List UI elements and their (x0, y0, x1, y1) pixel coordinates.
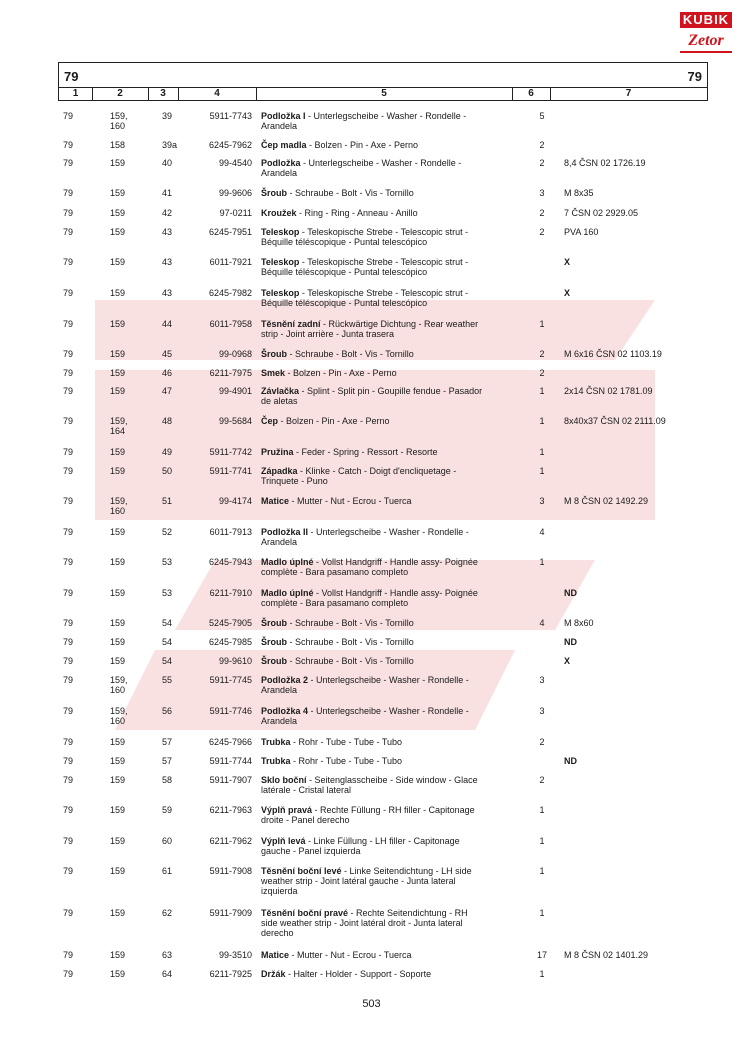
group-cell: 79 (63, 140, 74, 150)
note-cell: ND (564, 756, 577, 766)
quantity-cell: 1 (539, 908, 545, 918)
figure-cell: 159 (110, 656, 126, 666)
quantity-cell: 1 (539, 557, 545, 567)
part-name: Trubka (261, 737, 291, 747)
note-cell: 7 ČSN 02 2929.05 (564, 208, 639, 218)
part-translations: - Rohr - Tube - Tube - Tubo (290, 756, 403, 766)
figure-cell: 159 (110, 950, 126, 960)
group-cell: 79 (63, 349, 74, 359)
group-cell: 79 (63, 466, 74, 476)
group-cell: 79 (63, 158, 74, 168)
figure-cell: 159 (110, 908, 126, 918)
part-name: Těsnění zadní (261, 319, 321, 329)
figure-cell: 159, 164 (110, 416, 128, 436)
part-translations: - Splint - Split pin - Goupille fendue - Pasador de aletas (261, 386, 483, 406)
position-cell: 48 (162, 416, 173, 426)
part-name: Sklo boční (261, 775, 307, 785)
position-cell: 44 (162, 319, 173, 329)
note-cell: M 8x60 (564, 618, 594, 628)
position-cell: 54 (162, 618, 173, 628)
column-header-7: 7 (625, 88, 632, 99)
part-name: Závlačka (261, 386, 300, 396)
position-cell: 43 (162, 257, 173, 267)
part-name: Madlo úplné (261, 588, 314, 598)
note-cell: 8,4 ČSN 02 1726.19 (564, 158, 646, 168)
part-translations: - Bolzen - Pin - Axe - Perno (285, 368, 397, 378)
quantity-cell: 1 (539, 319, 545, 329)
part-name: Šroub (261, 188, 287, 198)
figure-cell: 159 (110, 737, 126, 747)
part-name: Šroub (261, 349, 287, 359)
description-cell (261, 737, 511, 747)
part-translations: - Schraube - Bolt - Vis - Tornillo (287, 188, 414, 198)
part-name: Těsnění boční pravé (261, 908, 349, 918)
part-translations: - Feder - Spring - Ressort - Resorte (293, 447, 438, 457)
part-translations: - Rechte Füllung - RH filler - Capitonage droite - Panel derecho (261, 805, 475, 825)
column-header-1: 1 (72, 88, 79, 99)
figure-cell: 159, 160 (110, 706, 128, 726)
description-cell (261, 637, 511, 647)
quantity-cell: 2 (539, 158, 545, 168)
part-number-cell: 5911-7907 (209, 775, 252, 785)
position-cell: 63 (162, 950, 173, 960)
group-cell: 79 (63, 527, 74, 537)
description-cell (261, 836, 511, 856)
part-number-cell: 6011-7921 (209, 257, 252, 267)
group-cell: 79 (63, 950, 74, 960)
part-number-cell: 5911-7909 (209, 908, 252, 918)
position-cell: 55 (162, 675, 173, 685)
quantity-cell: 1 (539, 416, 545, 426)
position-cell: 45 (162, 349, 173, 359)
figure-cell: 159 (110, 257, 126, 267)
description-cell (261, 618, 511, 628)
description-cell (261, 527, 511, 547)
quantity-cell: 3 (539, 188, 545, 198)
position-cell: 43 (162, 288, 173, 298)
figure-cell: 159 (110, 288, 126, 298)
description-cell (261, 805, 511, 825)
figure-cell: 159, 160 (110, 111, 128, 131)
position-cell: 43 (162, 227, 173, 237)
figure-cell: 159 (110, 368, 126, 378)
group-cell: 79 (63, 188, 74, 198)
position-cell: 41 (162, 188, 173, 198)
position-cell: 60 (162, 836, 173, 846)
part-number-cell: 6245-7962 (208, 140, 252, 150)
position-cell: 51 (162, 496, 173, 506)
position-cell: 59 (162, 805, 173, 815)
quantity-cell: 1 (539, 805, 545, 815)
quantity-cell: 4 (539, 527, 545, 537)
part-translations: - Schraube - Bolt - Vis - Tornillo (287, 656, 414, 666)
part-name: Teleskop (261, 288, 300, 298)
note-cell: ND (564, 637, 577, 647)
quantity-cell: 1 (539, 447, 545, 457)
part-translations: - Teleskopische Strebe - Telescopic strut - Béquille téléscopique - Puntal telescópico (261, 288, 469, 308)
description-cell (261, 319, 511, 339)
position-cell: 53 (162, 588, 173, 598)
figure-cell: 159 (110, 836, 126, 846)
part-translations: - Bolzen - Pin - Axe - Perno (306, 140, 419, 150)
figure-cell: 159 (110, 527, 126, 537)
part-translations: - Mutter - Nut - Ecrou - Tuerca (289, 496, 412, 506)
description-cell (261, 416, 511, 426)
part-translations: - Bolzen - Pin - Axe - Perno (278, 416, 390, 426)
part-translations: - Schraube - Bolt - Vis - Tornillo (287, 637, 414, 647)
quantity-cell: 1 (539, 866, 545, 876)
logo-sub: Zetor (688, 32, 724, 49)
part-number-cell: 99-4901 (218, 386, 252, 396)
group-cell: 79 (63, 588, 74, 598)
quantity-cell: 4 (539, 618, 545, 628)
group-cell: 79 (63, 368, 74, 378)
position-cell: 54 (162, 637, 173, 647)
description-cell (261, 756, 511, 766)
part-number-cell: 6211-7925 (209, 969, 252, 979)
part-translations: - Unterlegscheibe - Washer - Rondelle - Arandela (261, 527, 469, 547)
part-number-cell: 99-3510 (218, 950, 252, 960)
description-cell (261, 208, 511, 218)
group-cell: 79 (63, 706, 74, 716)
figure-cell: 159 (110, 386, 126, 396)
part-number-cell: 6245-7943 (208, 557, 252, 567)
part-translations: - Ring - Ring - Anneau - Anillo (296, 208, 418, 218)
part-number-cell: 97-0211 (219, 208, 252, 218)
group-cell: 79 (63, 618, 74, 628)
group-cell: 79 (63, 496, 74, 506)
part-name: Teleskop (261, 227, 300, 237)
quantity-cell: 2 (539, 208, 545, 218)
part-number-cell: 6245-7982 (208, 288, 252, 298)
group-cell: 79 (63, 208, 74, 218)
part-translations: - Linke Füllung - LH filler - Capitonage gauche - Panel izquierda (261, 836, 460, 856)
position-cell: 54 (162, 656, 173, 666)
description-cell (261, 188, 511, 198)
group-cell: 79 (63, 386, 74, 396)
position-cell: 49 (162, 447, 173, 457)
note-cell: X (564, 656, 571, 666)
group-cell: 79 (63, 908, 74, 918)
part-number-cell: 6245-7985 (208, 637, 252, 647)
part-number-cell: 6011-7958 (209, 319, 252, 329)
part-name: Šroub (261, 618, 287, 628)
part-name: Podložka 2 (261, 675, 309, 685)
note-cell: M 8 ČSN 02 1492.29 (564, 496, 649, 506)
figure-cell: 159, 160 (110, 496, 128, 516)
figure-cell: 159 (110, 588, 126, 598)
figure-cell: 159 (110, 349, 126, 359)
quantity-cell: 1 (539, 969, 545, 979)
part-number-cell: 5911-7742 (209, 447, 252, 457)
part-name: Podložka 4 (261, 706, 309, 716)
part-number-cell: 6011-7913 (209, 527, 252, 537)
part-name: Výplň pravá (261, 805, 313, 815)
logo-underline (680, 51, 732, 53)
position-cell: 57 (162, 756, 173, 766)
part-translations: - Seitenglasscheibe - Side window - Glace latérale - Cristal lateral (261, 775, 478, 795)
column-headers (59, 88, 707, 100)
group-cell: 79 (63, 637, 74, 647)
note-cell: M 6x16 ČSN 02 1103.19 (564, 349, 662, 359)
position-cell: 57 (162, 737, 173, 747)
group-cell: 79 (63, 227, 74, 237)
group-cell: 79 (63, 737, 74, 747)
part-name: Teleskop (261, 257, 300, 267)
description-cell (261, 496, 511, 506)
description-cell (261, 656, 511, 666)
column-header-3: 3 (160, 88, 166, 99)
part-number-cell: 5911-7743 (209, 111, 252, 121)
description-cell (261, 158, 511, 178)
note-cell: M 8x35 (564, 188, 594, 198)
part-number-cell: 6245-7951 (208, 227, 252, 237)
part-translations: - Schraube - Bolt - Vis - Tornillo (287, 349, 414, 359)
part-number-cell: 99-4540 (218, 158, 252, 168)
group-cell: 79 (63, 288, 74, 298)
quantity-cell: 5 (539, 111, 545, 121)
part-number-cell: 5911-7746 (209, 706, 252, 716)
position-cell: 39 (162, 111, 173, 121)
group-number-left: 79 (64, 69, 79, 84)
group-cell: 79 (63, 447, 74, 457)
group-cell: 79 (63, 836, 74, 846)
figure-cell: 159 (110, 775, 126, 785)
part-name: Výplň levá (261, 836, 306, 846)
group-cell: 79 (63, 257, 74, 267)
figure-cell: 159 (110, 208, 126, 218)
description-cell (261, 675, 511, 695)
part-number-cell: 6245-7966 (208, 737, 252, 747)
group-cell: 79 (63, 756, 74, 766)
description-cell (261, 288, 511, 308)
part-translations: - Vollst Handgriff - Handle assy- Poignée complète - Bara pasamano completo (261, 557, 478, 577)
figure-cell: 159 (110, 618, 126, 628)
description-cell (261, 466, 511, 486)
part-name: Podložka II (261, 527, 309, 537)
group-bar (59, 63, 707, 88)
part-number-cell: 6211-7963 (209, 805, 252, 815)
part-translations: - Unterlegscheibe - Washer - Rondelle - Arandela (261, 111, 467, 131)
part-name: Kroužek (261, 208, 297, 218)
note-cell: M 8 ČSN 02 1401.29 (564, 950, 649, 960)
position-cell: 52 (162, 527, 173, 537)
figure-cell: 159 (110, 227, 126, 237)
quantity-cell: 2 (539, 140, 545, 150)
group-cell: 79 (63, 416, 74, 426)
part-name: Pružina (261, 447, 294, 457)
description-cell (261, 866, 511, 896)
position-cell: 62 (162, 908, 173, 918)
description-cell (261, 227, 511, 247)
part-number-cell: 5911-7744 (209, 756, 252, 766)
group-cell: 79 (63, 775, 74, 785)
quantity-cell: 1 (539, 836, 545, 846)
note-cell: X (564, 257, 571, 267)
position-cell: 50 (162, 466, 173, 476)
note-cell: PVA 160 (564, 227, 599, 237)
part-translations: - Rechte Seitendichtung - RH side weather strip - Joint latéral droit - Junta lateral derecho (261, 908, 468, 938)
logo-brand: KUBIK (680, 12, 732, 28)
kubik-zetor-logo (680, 12, 732, 58)
part-name: Podložka I (261, 111, 306, 121)
quantity-cell: 2 (539, 368, 545, 378)
part-number-cell: 99-5684 (218, 416, 252, 426)
description-cell (261, 111, 511, 131)
part-translations: - Rückwärtige Dichtung - Rear weather strip - Joint arrière - Junta trasera (261, 319, 479, 339)
description-cell (261, 908, 511, 938)
group-cell: 79 (63, 866, 74, 876)
note-cell: 2x14 ČSN 02 1781.09 (564, 386, 653, 396)
quantity-cell: 2 (539, 737, 545, 747)
part-translations: - Halter - Holder - Support - Soporte (285, 969, 432, 979)
figure-cell: 158 (110, 140, 126, 150)
part-name: Držák (261, 969, 286, 979)
part-translations: - Linke Seitendichtung - LH side weather strip - Joint latéral gauche - Junta lateral izquierda (261, 866, 472, 896)
description-cell (261, 969, 511, 979)
note-cell: ND (564, 588, 577, 598)
part-number-cell: 5911-7745 (209, 675, 252, 685)
figure-cell: 159 (110, 805, 126, 815)
quantity-cell: 2 (539, 227, 545, 237)
part-translations: - Unterlegscheibe - Washer - Rondelle - Arandela (261, 675, 469, 695)
group-cell: 79 (63, 111, 74, 121)
part-number-cell: 5911-7908 (209, 866, 252, 876)
table-header (58, 62, 708, 101)
position-cell: 46 (162, 368, 173, 378)
group-cell: 79 (63, 319, 74, 329)
description-cell (261, 349, 511, 359)
part-number-cell: 6211-7975 (209, 368, 252, 378)
part-number-cell: 99-9606 (218, 188, 252, 198)
figure-cell: 159 (110, 756, 126, 766)
column-header-2: 2 (117, 88, 123, 99)
quantity-cell: 1 (539, 466, 545, 476)
part-name: Matice (261, 496, 290, 506)
figure-cell: 159, 160 (110, 675, 128, 695)
part-number-cell: 99-0968 (218, 349, 252, 359)
position-cell: 40 (162, 158, 173, 168)
part-name: Šroub (261, 656, 287, 666)
position-cell: 39a (162, 140, 178, 150)
part-translations: - Mutter - Nut - Ecrou - Tuerca (289, 950, 412, 960)
group-number-right: 79 (687, 69, 702, 84)
part-translations: - Teleskopische Strebe - Telescopic strut - Béquille téléscopique - Puntal telescópico (261, 227, 469, 247)
part-number-cell: 99-9610 (218, 656, 252, 666)
figure-cell: 159 (110, 466, 126, 476)
description-cell (261, 386, 511, 406)
quantity-cell: 2 (539, 775, 545, 785)
part-name: Čep (261, 416, 279, 426)
part-name: Západka (261, 466, 298, 476)
figure-cell: 159 (110, 447, 126, 457)
description-cell (261, 588, 511, 608)
part-name: Trubka (261, 756, 291, 766)
quantity-cell: 3 (539, 706, 545, 716)
group-cell: 79 (63, 805, 74, 815)
quantity-cell: 1 (539, 386, 545, 396)
note-cell: 8x40x37 ČSN 02 2111.09 (564, 416, 666, 426)
figure-cell: 159 (110, 319, 126, 329)
part-name: Madlo úplné (261, 557, 314, 567)
part-name: Čep madla (261, 140, 307, 150)
group-cell: 79 (63, 969, 74, 979)
part-translations: - Unterlegscheibe - Washer - Rondelle - Arandela (261, 706, 469, 726)
part-translations: - Rohr - Tube - Tube - Tubo (290, 737, 403, 747)
description-cell (261, 557, 511, 577)
part-name: Šroub (261, 637, 287, 647)
quantity-cell: 17 (536, 950, 547, 960)
position-cell: 53 (162, 557, 173, 567)
position-cell: 58 (162, 775, 173, 785)
part-number-cell: 99-4174 (218, 496, 252, 506)
part-translations: - Schraube - Bolt - Vis - Tornillo (287, 618, 414, 628)
quantity-cell: 3 (539, 675, 545, 685)
part-number-cell: 5245-7905 (208, 618, 252, 628)
part-name: Těsnění boční levé (261, 866, 342, 876)
figure-cell: 159 (110, 158, 126, 168)
description-cell (261, 706, 511, 726)
description-cell (261, 950, 511, 960)
group-cell: 79 (63, 656, 74, 666)
part-name: Podložka (261, 158, 301, 168)
position-cell: 42 (162, 208, 173, 218)
figure-cell: 159 (110, 969, 126, 979)
page-number: 503 (362, 998, 381, 1010)
group-cell: 79 (63, 675, 74, 685)
note-cell: X (564, 288, 571, 298)
part-name: Smek (261, 368, 286, 378)
column-header-5: 5 (381, 88, 387, 99)
part-number-cell: 6211-7962 (209, 836, 252, 846)
description-cell (261, 447, 511, 457)
description-cell (261, 368, 511, 378)
position-cell: 64 (162, 969, 173, 979)
part-translations: - Teleskopische Strebe - Telescopic strut - Béquille téléscopique - Puntal telescópico (261, 257, 469, 277)
part-number-cell: 5911-7741 (209, 466, 252, 476)
figure-cell: 159 (110, 866, 126, 876)
part-translations: - Vollst Handgriff - Handle assy- Poignée complète - Bara pasamano completo (261, 588, 478, 608)
figure-cell: 159 (110, 557, 126, 567)
part-name: Matice (261, 950, 290, 960)
quantity-cell: 2 (539, 349, 545, 359)
column-header-4: 4 (214, 88, 220, 99)
part-translations: - Klinke - Catch - Doigt d'encliquetage - Trinquete - Puno (261, 466, 457, 486)
position-cell: 56 (162, 706, 173, 716)
group-cell: 79 (63, 557, 74, 567)
figure-cell: 159 (110, 188, 126, 198)
figure-cell: 159 (110, 637, 126, 647)
part-number-cell: 6211-7910 (209, 588, 252, 598)
quantity-cell: 3 (539, 496, 545, 506)
column-header-6: 6 (528, 88, 534, 99)
description-cell (261, 257, 511, 277)
part-translations: - Unterlegscheibe - Washer - Rondelle - Arandela (261, 158, 462, 178)
description-cell (261, 775, 511, 795)
position-cell: 61 (162, 866, 173, 876)
description-cell (261, 140, 511, 150)
position-cell: 47 (162, 386, 173, 396)
